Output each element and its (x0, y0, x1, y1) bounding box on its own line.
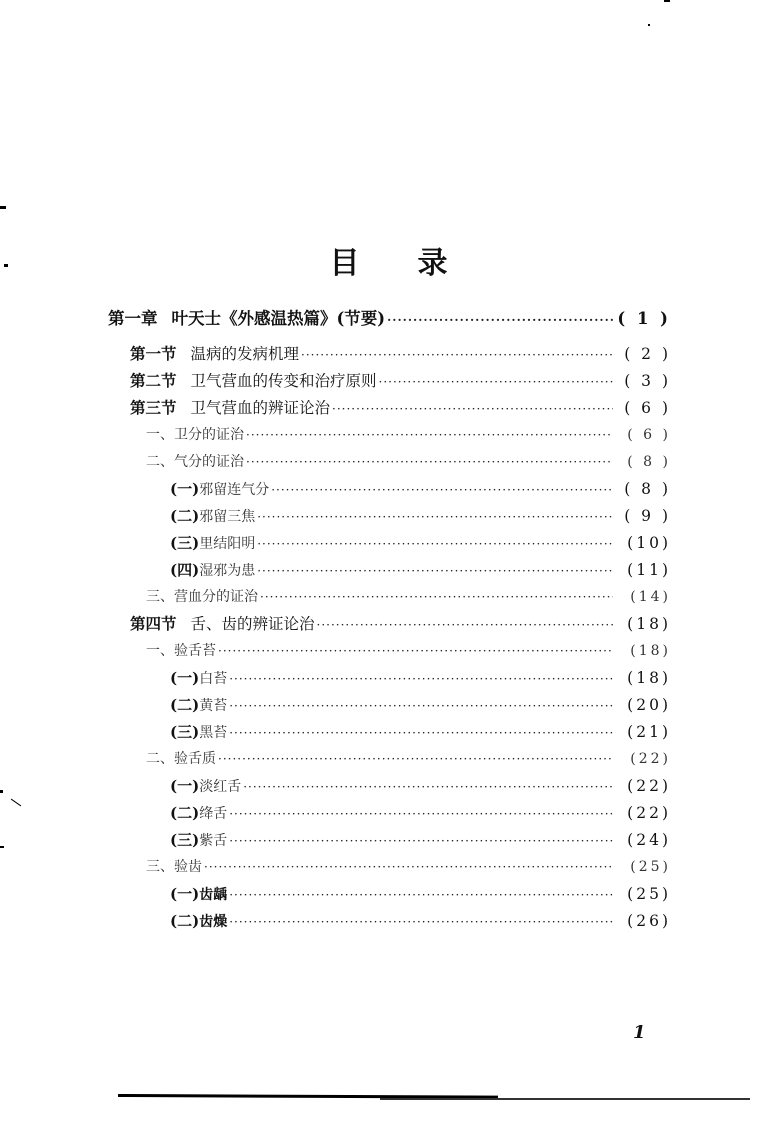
toc-entry-number: 第四节 (130, 614, 177, 633)
toc-entry-title: 紫舌 (199, 833, 228, 849)
toc-entry-title: 黑苔 (199, 725, 228, 741)
scan-mark (11, 799, 21, 807)
toc-entry-subsection[interactable] (146, 422, 671, 448)
toc-entry-item[interactable] (170, 773, 671, 799)
toc-entry-title: 齿龋 (199, 887, 228, 903)
toc-entry-section-1[interactable] (130, 341, 671, 367)
leader-dots (229, 882, 613, 908)
toc-entry-title: 邪留三焦 (199, 509, 256, 525)
toc-entry-item[interactable] (170, 503, 671, 529)
leader-dots (229, 801, 613, 827)
toc-entry-title: 绛舌 (199, 806, 228, 822)
toc-entry-number: (二) (170, 696, 200, 714)
leader-dots (204, 854, 613, 880)
toc-entry-chapter-1[interactable] (108, 306, 671, 332)
scan-mark (0, 846, 4, 848)
toc-entry-section-2[interactable] (130, 368, 671, 394)
page-title-char-2: 录 (417, 246, 448, 281)
toc-entry-section-3[interactable] (130, 395, 671, 421)
toc-entry-title: 验舌质 (174, 751, 216, 767)
toc-entry-page: ( 6 ) (627, 427, 671, 443)
page-number: 1 (633, 1022, 646, 1043)
leader-dots (229, 828, 613, 854)
toc-entry-number: 三、 (146, 859, 174, 875)
toc-entry-page: (25) (627, 885, 671, 903)
leader-dots (243, 774, 613, 800)
toc-entry-page: (22) (627, 804, 671, 822)
toc-entry-item[interactable] (170, 557, 671, 583)
toc-entry-number: (一) (170, 777, 200, 795)
leader-dots (246, 449, 613, 475)
toc-entry-page: (22) (630, 751, 671, 767)
toc-entry-number: (一) (170, 669, 200, 687)
toc-entry-number: 三、 (146, 589, 174, 605)
toc-entry-number: 一、 (146, 643, 174, 659)
toc-entry-page: (18) (627, 615, 671, 633)
toc-entry-page: (14) (630, 589, 671, 605)
toc-entry-page: (24) (627, 831, 671, 849)
toc-entry-number: 第二节 (130, 371, 177, 390)
leader-dots (229, 666, 613, 692)
toc-entry-title: 里结阳明 (199, 536, 256, 552)
leader-dots (218, 746, 613, 772)
toc-entry-title: 验舌苔 (174, 643, 216, 659)
toc-entry-number: 二、 (146, 751, 174, 767)
toc-entry-number: 第一节 (130, 344, 177, 363)
leader-dots (332, 396, 613, 422)
leader-dots (257, 531, 613, 557)
leader-dots (379, 369, 613, 395)
toc-entry-title: 白苔 (199, 671, 228, 687)
toc-entry-section-4[interactable] (130, 611, 671, 637)
leader-dots (246, 422, 613, 448)
leader-dots (301, 342, 613, 368)
scan-mark (0, 790, 3, 793)
toc-entry-item[interactable] (170, 719, 671, 745)
toc-entry-item[interactable] (170, 800, 671, 826)
toc-entry-title: 湿邪为患 (199, 563, 256, 579)
toc-entry-page: ( 6 ) (624, 399, 671, 417)
scan-mark (0, 206, 6, 209)
toc-entry-page: (25) (630, 859, 671, 875)
toc-entry-number: (二) (170, 912, 200, 930)
toc-entry-subsection[interactable] (146, 449, 671, 475)
toc-entry-item[interactable] (170, 530, 671, 556)
toc-entry-title: 卫气营血的辨证论治 (190, 399, 331, 417)
toc-entry-number: (二) (170, 804, 200, 822)
leader-dots (260, 584, 613, 610)
bottom-rule-continued (380, 1098, 750, 1100)
toc-entry-title: 卫气营血的传变和治疗原则 (190, 372, 377, 390)
toc-entry-number: (三) (170, 534, 200, 552)
toc-entry-title: 黄苔 (199, 698, 228, 714)
toc-entry-item[interactable] (170, 692, 671, 718)
toc-entry-title: 营血分的证治 (174, 589, 258, 605)
leader-dots (257, 558, 613, 584)
leader-dots (229, 693, 613, 719)
toc-entry-title: 齿燥 (199, 914, 228, 930)
toc-entry-page: (11) (627, 561, 671, 579)
toc-entry-number: (一) (170, 480, 200, 498)
toc-entry-number: 一、 (146, 427, 174, 443)
toc-entry-page: (18) (627, 669, 671, 687)
toc-entry-item[interactable] (170, 476, 671, 502)
toc-entry-title: 温病的发病机理 (190, 345, 300, 363)
toc-entry-subsection[interactable] (146, 638, 671, 664)
toc-entry-subsection[interactable] (146, 746, 671, 772)
toc-entry-title: 淡红舌 (199, 779, 242, 795)
toc-entry-title: 验齿 (174, 859, 202, 875)
leader-dots (387, 307, 613, 333)
scan-mark (4, 264, 8, 267)
toc-entry-page: (18) (630, 643, 671, 659)
toc-entry-title: 邪留连气分 (199, 482, 270, 498)
toc-entry-page: ( 8 ) (624, 480, 671, 498)
toc-entry-page: ( 1 ) (617, 309, 671, 328)
toc-entry-number: 第一章 (108, 309, 158, 328)
toc-entry-item[interactable] (170, 881, 671, 907)
toc-entry-number: 二、 (146, 454, 174, 470)
toc-entry-number: 第三节 (130, 398, 177, 417)
toc-entry-page: (26) (627, 912, 671, 930)
scan-mark (664, 0, 670, 2)
page-title-char-1: 目 (329, 246, 360, 281)
page-title (0, 238, 777, 282)
scan-mark (648, 24, 650, 26)
toc-entry-title: 卫分的证治 (174, 427, 244, 443)
toc-entry-page: ( 3 ) (624, 372, 671, 390)
leader-dots (229, 720, 613, 746)
leader-dots (271, 477, 613, 503)
toc-entry-title: 气分的证治 (174, 454, 244, 470)
toc-entry-title: 叶天士《外感温热篇》(节要) (171, 309, 386, 328)
toc-entry-page: (20) (627, 696, 671, 714)
toc-entry-number: (一) (170, 885, 200, 903)
toc-entry-page: ( 8 ) (627, 454, 671, 470)
toc-entry-item[interactable] (170, 827, 671, 853)
toc-entry-page: ( 2 ) (624, 345, 671, 363)
toc-entry-number: (二) (170, 507, 200, 525)
leader-dots (317, 612, 613, 638)
toc-entry-page: (10) (627, 534, 671, 552)
toc-entry-page: (22) (627, 777, 671, 795)
toc-entry-number: (四) (170, 561, 200, 579)
leader-dots (229, 909, 613, 935)
leader-dots (257, 504, 613, 530)
leader-dots (218, 638, 613, 664)
toc-entry-number: (三) (170, 831, 200, 849)
toc-entry-item[interactable] (170, 665, 671, 691)
toc-entry-page: ( 9 ) (624, 507, 671, 525)
toc-entry-item[interactable] (170, 908, 671, 934)
toc-entry-page: (21) (627, 723, 671, 741)
toc-entry-title: 舌、齿的辨证论治 (190, 615, 315, 633)
toc-entry-subsection[interactable] (146, 854, 671, 880)
toc-entry-number: (三) (170, 723, 200, 741)
toc-entry-subsection[interactable] (146, 584, 671, 610)
